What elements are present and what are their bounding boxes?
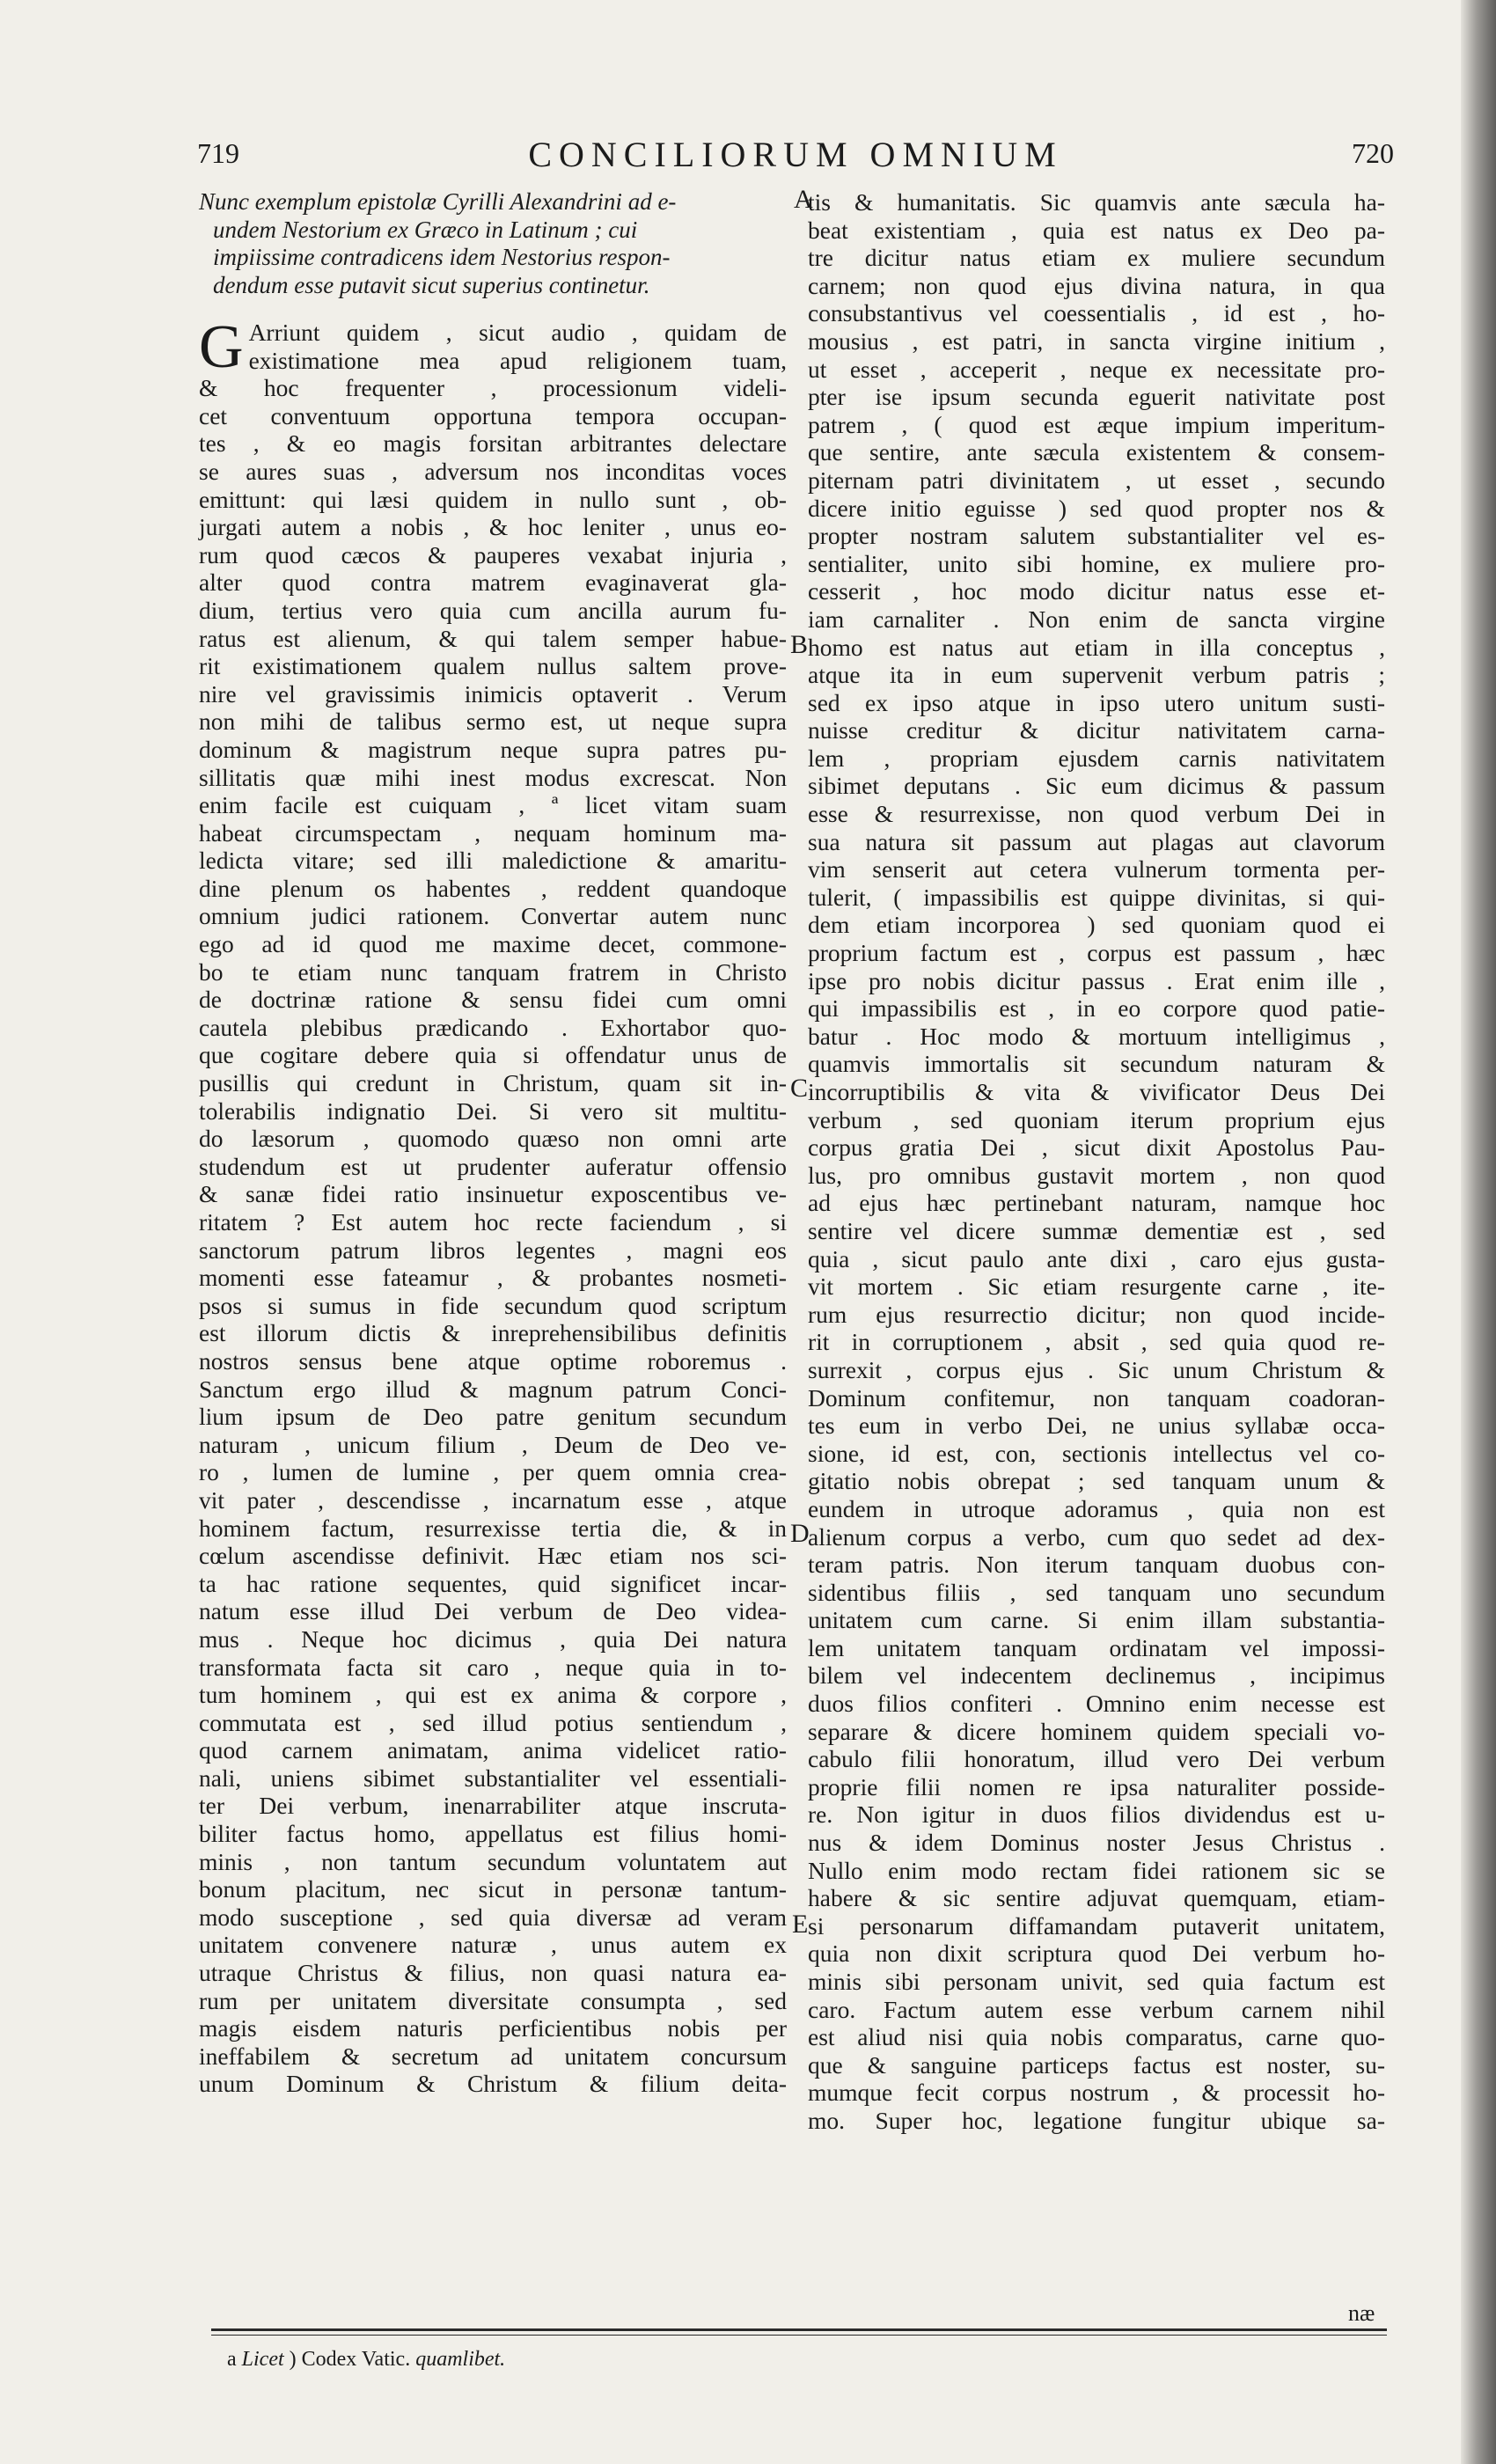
text-line: nire vel gravissimis inimicis optaverit . Verum xyxy=(199,679,787,708)
text-line: sua natura sit passum aut plagas aut clavorum xyxy=(808,827,1385,855)
text-line: mousius , est patri, in sancta virgine initium , xyxy=(808,326,1385,355)
text-line: sed ex ipso atque in ipso utero unitum susti- xyxy=(808,688,1385,716)
text-line: Arriunt quidem , sicut audio , quidam de xyxy=(248,319,787,346)
text-line: dem etiam incorporea ) sed quoniam quod ei xyxy=(808,911,1385,939)
text-line: sione, id est, con, sectionis intellectus vel co- xyxy=(808,1439,1385,1467)
margin-letter-e: E xyxy=(792,1910,809,1939)
text-line: dominum & magistrum neque supra patres pu- xyxy=(199,735,787,763)
text-line: sidentibus filiis , sed tanquam uno secundum xyxy=(808,1578,1385,1606)
text-line: momenti esse fateamur , & probantes nosmeti- xyxy=(199,1264,787,1292)
text-line: rit in corruptionem , absit , sed quia quod re- xyxy=(808,1328,1385,1356)
text-line: utraque Christus & filius, non quasi natura ea- xyxy=(199,1959,787,1987)
text-line: rum quod cæcos & pauperes vexabat injuria , xyxy=(199,540,787,568)
text-line: tis & humanitatis. Sic quamvis ante sæcula ha- xyxy=(808,188,1385,216)
text-line: bo te etiam nunc tanquam fratrem in Christo xyxy=(199,957,787,986)
left-column xyxy=(199,188,787,2098)
text-line: enim facile est cuiquam , ª licet vitam suam xyxy=(199,791,787,819)
text-line: ineffabilem & secretum ad unitatem concursum xyxy=(199,2042,787,2070)
text-line: mo. Super hoc, legatione fungitur ubique sa- xyxy=(808,2106,1385,2134)
text-line: dium, tertius vero quia cum ancilla aurum fu- xyxy=(199,596,787,624)
text-line: cet conventuum opportuna tempora occupan- xyxy=(199,401,787,429)
text-line: caro. Factum autem esse verbum carnem nihil xyxy=(808,1995,1385,2023)
text-line: separare & dicere hominem quidem speciali vo- xyxy=(808,1717,1385,1745)
text-line: dicere initio eguisse ) sed quod propter nos & xyxy=(808,494,1385,522)
footnote-rule xyxy=(211,2328,1387,2331)
text-line: ritatem ? Est autem hoc recte faciendum , si xyxy=(199,1208,787,1236)
text-line: ipse pro nobis dicitur passus . Erat enim ille , xyxy=(808,966,1385,994)
text-line: jurgati autem a nobis , & hoc leniter , unus eo- xyxy=(199,513,787,541)
text-line: tulerit, ( impassibilis est quippe divinitas, si qui- xyxy=(808,883,1385,911)
text-line: propter nostram salutem substantialiter vel es- xyxy=(808,522,1385,550)
text-line: tolerabilis indignatio Dei. Si vero sit multitu- xyxy=(199,1096,787,1125)
text-line: beat existentiam , quia est natus ex Deo pa- xyxy=(808,216,1385,244)
text-line: atque ita in eum supervenit verbum patris ; xyxy=(808,661,1385,689)
text-line: patrem , ( quod est æque impium imperitum- xyxy=(808,410,1385,438)
text-line: cabulo filii honoratum, illud vero Dei verbum xyxy=(808,1745,1385,1773)
margin-letter-c: C xyxy=(790,1074,809,1103)
text-line: hominem factum, resurrexisse tertia die, & in xyxy=(199,1514,787,1542)
text-line: non mihi de talibus sermo est, ut neque supra xyxy=(199,708,787,736)
text-line: ut esset , acceperit , neque ex necessitate pro- xyxy=(808,355,1385,383)
text-line: de doctrinæ ratione & sensu fidei cum omni xyxy=(199,986,787,1014)
text-line: verbum , sed quoniam iterum proprium ejus xyxy=(808,1105,1385,1133)
text-line: tes , & eo magis forsitan arbitrantes delectare xyxy=(199,429,787,458)
left-column-text xyxy=(199,313,787,2098)
text-line: vit mortem . Sic etiam resurgente carne , ite- xyxy=(808,1272,1385,1301)
text-line: bonum placitum, nec sicut in personæ tantum- xyxy=(199,1875,787,1903)
text-line: ro , lumen de lumine , per quem omnia crea- xyxy=(199,1458,787,1486)
text-line: dine plenum os habentes , reddent quandoque xyxy=(199,874,787,902)
page-edge-shadow xyxy=(1461,0,1496,2464)
text-line: quia , sicut paulo ante dixi , caro ejus gusta- xyxy=(808,1244,1385,1272)
text-line: alienum corpus a verbo, cum quo sedet ad dex- xyxy=(808,1522,1385,1551)
text-line: est illorum dictis & inreprehensibilibus definitis xyxy=(199,1319,787,1347)
text-line: transformata facta sit caro , neque quia in to- xyxy=(199,1653,787,1681)
text-line: existimatione mea apud religionem tuam, xyxy=(248,346,787,374)
text-line: psos si sumus in fide secundum quod scriptum xyxy=(199,1291,787,1319)
text-line: commutata est , sed illud potius sentiendum , xyxy=(199,1708,787,1736)
right-column xyxy=(808,188,1385,2135)
footnote-lemma: Licet xyxy=(241,2348,284,2371)
text-line: naturam , unicum filium , Deum de Deo ve- xyxy=(199,1430,787,1458)
text-line: & hoc frequenter , processionum videli- xyxy=(199,374,787,402)
page-number-right: 720 xyxy=(1352,137,1394,169)
text-line: cesserit , hoc modo dicitur natus esse et- xyxy=(808,577,1385,605)
running-header xyxy=(197,134,1394,178)
text-line: quod carnem animatam, anima videlicet ratio- xyxy=(199,1736,787,1764)
text-line: eundem in utroque adoramus , quia non est xyxy=(808,1494,1385,1522)
text-line: si personarum diffamandam putaverit unitatem, xyxy=(808,1911,1385,1940)
text-line: nus & idem Dominus noster Jesus Christus . xyxy=(808,1829,1385,1857)
text-line: ego ad id quod me maxime decet, commone- xyxy=(199,930,787,958)
text-line: ledicta vitare; sed illi maledictione & amaritu- xyxy=(199,847,787,875)
text-line: ter Dei verbum, inenarrabiliter atque inscruta- xyxy=(199,1792,787,1820)
text-line: pusillis qui credunt in Christum, quam sit in- xyxy=(199,1069,787,1097)
footnote-variant: quamlibet. xyxy=(415,2348,506,2371)
catchword: næ xyxy=(1348,2300,1375,2326)
margin-letter-a: A xyxy=(794,185,813,214)
text-line: tum hominem , qui est ex anima & corpore , xyxy=(199,1681,787,1709)
text-line: magis eisdem naturis perficientibus nobis per xyxy=(199,2014,787,2042)
margin-letter-d: D xyxy=(790,1519,810,1548)
text-line: vit pater , descendisse , incarnatum esse , atque xyxy=(199,1485,787,1514)
text-line: unitatem convenere naturæ , unus autem ex xyxy=(199,1931,787,1959)
text-line: cœlum ascendisse definivit. Hæc etiam nos sci- xyxy=(199,1542,787,1570)
page-number-left: 719 xyxy=(197,137,239,169)
text-line: ad ejus hæc pertinebant naturam, namque hoc xyxy=(808,1189,1385,1217)
text-line: studendum est ut prudenter auferatur offensio xyxy=(199,1152,787,1180)
text-line: sentialiter, unito sibi homine, ex muliere pro- xyxy=(808,549,1385,577)
text-line: alter quod contra matrem evaginaverat gla- xyxy=(199,568,787,597)
text-line: nuisse creditur & dicitur nativitatem carna- xyxy=(808,716,1385,744)
footnote-body: ) Codex Vatic. xyxy=(289,2348,411,2371)
text-line: do læsorum , quomodo quæso non omni arte xyxy=(199,1125,787,1153)
drop-cap: G xyxy=(199,313,244,381)
text-line: Sanctum ergo illud & magnum patrum Conci- xyxy=(199,1375,787,1403)
text-line: quia non dixit scriptura quod Dei verbum ho- xyxy=(808,1940,1385,1968)
text-line: sanctorum patrum libros legentes , magni eos xyxy=(199,1236,787,1264)
text-line: se aures suas , adversum nos inconditas voces xyxy=(199,457,787,485)
text-line: pter ise ipsum secunda eguerit nativitate post xyxy=(808,383,1385,411)
text-line: minis , non tantum secundum voluntatem aut xyxy=(199,1847,787,1875)
text-line: nostros sensus bene atque optime roboremus . xyxy=(199,1346,787,1375)
text-line: lem unitatem tanquam ordinatam vel impossi- xyxy=(808,1633,1385,1661)
footnote-marker: a xyxy=(227,2348,237,2371)
text-line: Nullo enim modo rectam fidei rationem sic se xyxy=(808,1856,1385,1884)
text-line: mumque fecit corpus nostrum , & processit ho- xyxy=(808,2079,1385,2107)
epistle-heading xyxy=(199,188,787,299)
heading-line: Nunc exemplum epistolæ Cyrilli Alexandrini ad e- xyxy=(199,188,677,215)
text-line: unum Dominum & Christum & filium deita- xyxy=(199,2070,787,2098)
text-line: quamvis immortalis sit secundum naturam & xyxy=(808,1050,1385,1078)
text-line: est aliud nisi quia nobis comparatus, carne quo- xyxy=(808,2023,1385,2051)
text-line: emittunt: qui læsi quidem in nullo sunt , ob- xyxy=(199,485,787,513)
text-line: unitatem cum carne. Si enim illam substantia- xyxy=(808,1606,1385,1634)
footnote xyxy=(227,2348,505,2372)
text-line: sentire vel dicere summæ dementiæ est , sed xyxy=(808,1216,1385,1244)
text-line: proprie filii nomen re ipsa naturaliter posside- xyxy=(808,1772,1385,1800)
text-line: incorruptibilis & vita & vivificator Deus Dei xyxy=(808,1078,1385,1105)
running-title: CONCILIORUM OMNIUM xyxy=(528,135,1063,174)
text-line: omnium judici rationem. Convertar autem nunc xyxy=(199,902,787,930)
text-line: ratus est alienum, & qui talem semper habue- xyxy=(199,624,787,652)
text-line: Dominum confitemur, non tanquam coadoran- xyxy=(808,1383,1385,1412)
text-line: qui impassibilis est , in eo corpore quod patie- xyxy=(808,994,1385,1023)
right-column-text xyxy=(808,188,1385,2135)
text-line: biliter factus homo, appellatus est filius homi- xyxy=(199,1820,787,1848)
text-line: lus, pro omnibus gustavit mortem , non quod xyxy=(808,1161,1385,1189)
text-line: minis sibi personam univit, sed quia factum est xyxy=(808,1968,1385,1995)
text-line: & sanæ fidei ratio insinuetur exposcentibus ve- xyxy=(199,1180,787,1208)
text-line: mus . Neque hoc dicimus , quia Dei natura xyxy=(199,1624,787,1653)
text-line: surrexit , corpus ejus . Sic unum Christum & xyxy=(808,1355,1385,1383)
text-line: tes eum in verbo Dei, ne unius syllabæ occa- xyxy=(808,1412,1385,1440)
text-line: piternam patri divinitatem , ut esset , secundo xyxy=(808,466,1385,494)
text-line: bilem vel indecentem declinemus , incipimus xyxy=(808,1661,1385,1690)
text-line: lium ipsum de Deo patre genitum secundum xyxy=(199,1403,787,1431)
text-line: teram patris. Non iterum tanquam duobus con- xyxy=(808,1551,1385,1579)
text-line: batur . Hoc modo & mortuum intelligimus , xyxy=(808,1022,1385,1050)
text-line: habeat circumspectam , nequam hominum ma- xyxy=(199,818,787,847)
text-line: corpus gratia Dei , sicut dixit Apostolus Pau- xyxy=(808,1133,1385,1162)
margin-letter-b: B xyxy=(790,630,809,659)
footnote-rule-thin xyxy=(211,2335,1387,2336)
text-line: homo est natus aut etiam in illa conceptus , xyxy=(808,633,1385,661)
text-line: re. Non igitur in duos filios dividendus est u- xyxy=(808,1800,1385,1829)
text-line: consubstantivus vel coessentialis , id est , ho- xyxy=(808,299,1385,327)
text-line: sibimet deputans . Sic eum dicimus & passum xyxy=(808,772,1385,800)
text-line: que cogitare debere quia si offendatur unus de xyxy=(199,1041,787,1069)
text-line: rum ejus resurrectio dicitur; non quod incide- xyxy=(808,1300,1385,1328)
text-line: habere & sic sentire adjuvat quemquam, etiam- xyxy=(808,1884,1385,1912)
text-line: tre dicitur natus etiam ex muliere secundum xyxy=(808,244,1385,272)
text-line: nali, uniens sibimet substantialiter vel essentiali- xyxy=(199,1764,787,1792)
text-line: que sentire, ante sæcula existentem & consem- xyxy=(808,438,1385,466)
text-line: lem , propriam ejusdem carnis nativitatem xyxy=(808,744,1385,772)
text-line: proprium factum est , corpus est passum , hæc xyxy=(808,939,1385,967)
heading-line: impiissime contradicens idem Nestorius respon- xyxy=(213,244,671,270)
text-line: rum per unitatem diversitate consumpta , sed xyxy=(199,1986,787,2014)
text-line: carnem; non quod ejus divina natura, in qua xyxy=(808,271,1385,299)
heading-line: undem Nestorium ex Græco in Latinum ; cui xyxy=(213,216,638,243)
text-line: cautela plebibus prædicando . Exhortabor quo- xyxy=(199,1013,787,1041)
text-line: esse & resurrexisse, non quod verbum Dei in xyxy=(808,800,1385,828)
text-line: que & sanguine particeps factus est noster, su- xyxy=(808,2050,1385,2079)
text-line: modo susceptione , sed quia diversæ ad veram xyxy=(199,1903,787,1931)
text-line: sillitatis quæ mihi inest modus excrescat. Non xyxy=(199,763,787,791)
text-line: ta hac ratione sequentes, quid significet incar- xyxy=(199,1569,787,1597)
text-line: gitatio nobis obrepat ; sed tanquam unum & xyxy=(808,1467,1385,1495)
text-line: vim senserit aut cetera vulnerum tormenta per- xyxy=(808,855,1385,884)
text-line: duos filios confiteri . Omnino enim necesse est xyxy=(808,1690,1385,1718)
heading-line: dendum esse putavit sicut superius continetur. xyxy=(213,271,650,298)
text-line: iam carnaliter . Non enim de sancta virgine xyxy=(808,605,1385,633)
text-line: natum esse illud Dei verbum de Deo videa- xyxy=(199,1597,787,1625)
text-line: rit existimationem qualem nullus saltem prove- xyxy=(199,652,787,680)
